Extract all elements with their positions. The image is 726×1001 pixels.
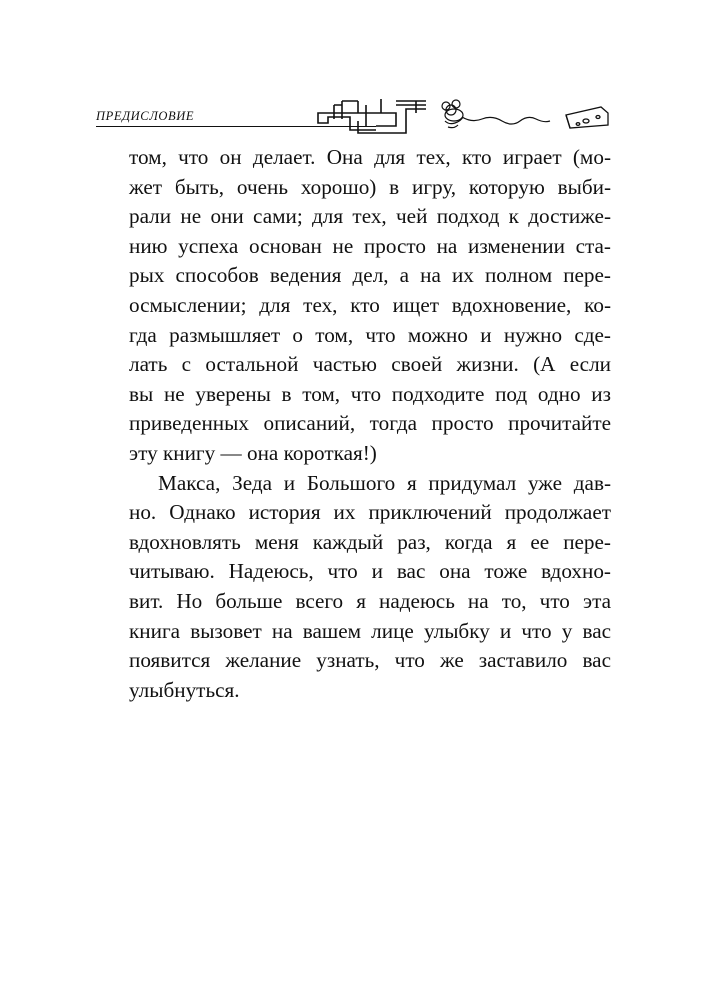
maze-mouse-cheese-ornament: [96, 95, 616, 139]
text-line: том, что он делает. Она для тех, кто играет (мо-: [129, 145, 611, 169]
cheese-icon: [566, 107, 608, 128]
text-line: книга вызовет на вашем лице улыбку и что у вас: [129, 618, 611, 643]
text-line: осмыслении; для тех, кто ищет вдохновение, ко-: [129, 292, 611, 317]
header-title: ПРЕДИСЛОВИЕ: [96, 109, 195, 123]
text-line: вы не уверены в том, что подходите под одно из: [129, 381, 611, 406]
text-line: приведенных описаний, тогда просто прочитайте: [129, 411, 611, 436]
maze-icon: [318, 99, 426, 133]
mouse-icon: [442, 100, 550, 128]
text-line: улыбнуться.: [129, 677, 240, 702]
text-line: но. Однако история их приключений продолжает: [129, 500, 611, 525]
text-line: появится желание узнать, что же заставило вас: [129, 648, 611, 673]
paragraph-1: [129, 143, 611, 469]
text-line: читываю. Надеюсь, что и вас она тоже вдохно-: [129, 559, 611, 584]
text-line: вдохновлять меня каждый раз, когда я ее пере-: [129, 529, 611, 554]
running-header: [96, 95, 616, 139]
text-line: нию успеха основан не просто на изменении ста-: [129, 233, 611, 258]
body-text: [129, 143, 611, 705]
text-line: жет быть, очень хорошо) в игру, которую выби-: [129, 174, 611, 199]
text-line: рых способов ведения дел, а на их полном пере-: [129, 263, 611, 288]
text-line: вит. Но больше всего я надеюсь на то, что эта: [129, 588, 611, 613]
text-line: эту книгу — она короткая!): [129, 440, 377, 465]
text-line: лать с остальной частью своей жизни. (А если: [129, 352, 611, 377]
text-line: Макса, Зеда и Большого я придумал уже дав-: [158, 470, 611, 495]
text-line: гда размышляет о том, что можно и нужно сде-: [129, 322, 611, 347]
text-line: рали не они сами; для тех, чей подход к достиже-: [129, 204, 611, 229]
paragraph-2: [129, 469, 611, 706]
